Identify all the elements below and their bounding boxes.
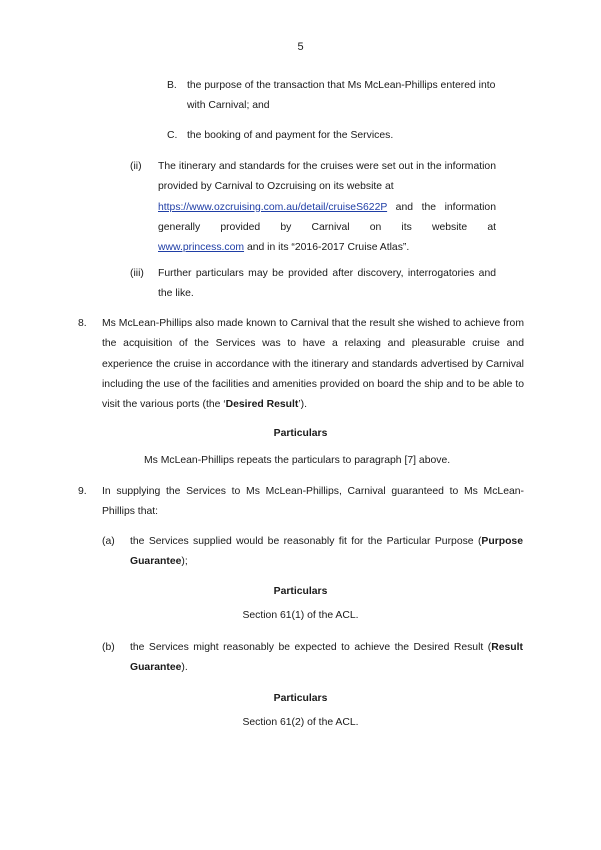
defined-term-purpose-guarantee: Purpose Guarantee: [130, 536, 523, 568]
item-a-text: the Services supplied would be reasonably fit for the Particular Purpose (: [130, 536, 482, 547]
defined-term-desired-result: Desired Result: [225, 399, 299, 411]
item-label-B: B.: [167, 80, 177, 91]
item-a-text-end: );: [181, 556, 188, 568]
defined-term-result-guarantee: Result Guarantee: [130, 642, 523, 674]
particulars-b-text: Section 61(2) of the ACL.: [242, 717, 359, 728]
particulars-heading-text: Particulars: [273, 693, 328, 704]
particulars-heading-a: [0, 582, 601, 602]
particulars-heading-text: Particulars: [273, 428, 328, 439]
item-text-C: the booking of and payment for the Services.: [187, 130, 394, 141]
paragraph-number-8: 8.: [78, 318, 87, 329]
item-ii-text-mid: and the information generally provided by Carnival on its website at: [158, 201, 496, 233]
item-text-B: the purpose of the transaction that Ms McLean-Phillips entered into with Carnival; and: [187, 80, 496, 112]
paragraph-number-9: 9.: [78, 486, 87, 497]
item-label-b: (b): [102, 642, 115, 653]
item-label-a: (a): [102, 536, 115, 547]
item-ii-link-line: [158, 198, 496, 239]
item-b-text: the Services might reasonably be expected to achieve the Desired Result (: [130, 642, 492, 653]
particulars-heading-b: [0, 689, 601, 709]
paragraph-8-text: Ms McLean-Phillips also made known to Carnival that the result she wished to achieve from the acquisition of the Services was to have a relaxing and pleasurable cruise and experience the cruise in accordance with the itinerary and standards advertised by Carnival including the use of the facilities and amenities provided on board the ship and to be able to visit the various ports (the ‘: [102, 318, 524, 411]
item-ii-text-end: and in its “2016-2017 Cruise Atlas”.: [246, 242, 410, 254]
item-b-text-end: ).: [181, 662, 188, 674]
ozcruising-link[interactable]: https://www.ozcruising.com.au/detail/cruiseS622P: [158, 201, 388, 213]
particulars-8-text: Ms McLean-Phillips repeats the particulars to paragraph [7] above.: [144, 455, 451, 466]
item-text-ii: [158, 157, 496, 258]
particulars-heading-8: [0, 424, 601, 444]
item-label-ii: (ii): [130, 161, 142, 172]
item-label-C: C.: [167, 130, 178, 141]
paragraph-8-text-end: ’).: [298, 399, 308, 411]
page-number: 5: [297, 41, 304, 53]
item-text-a: [130, 532, 523, 573]
item-ii-text-start: The itinerary and standards for the cruises were set out in the information provided by Carnival to Ozcruising on its website at: [158, 161, 496, 193]
paragraph-9: In supplying the Services to Ms McLean-Phillips, Carnival guaranteed to Ms McLean-Phillips that:: [102, 486, 524, 518]
item-text-b: [130, 638, 523, 679]
princess-link[interactable]: www.princess.com: [158, 242, 245, 254]
particulars-a-text: Section 61(1) of the ACL.: [242, 610, 359, 621]
item-text-iii: Further particulars may be provided after discovery, interrogatories and the like.: [158, 268, 496, 300]
item-label-iii: (iii): [130, 268, 144, 279]
particulars-heading-text: Particulars: [273, 586, 328, 597]
paragraph-8: [102, 314, 524, 415]
